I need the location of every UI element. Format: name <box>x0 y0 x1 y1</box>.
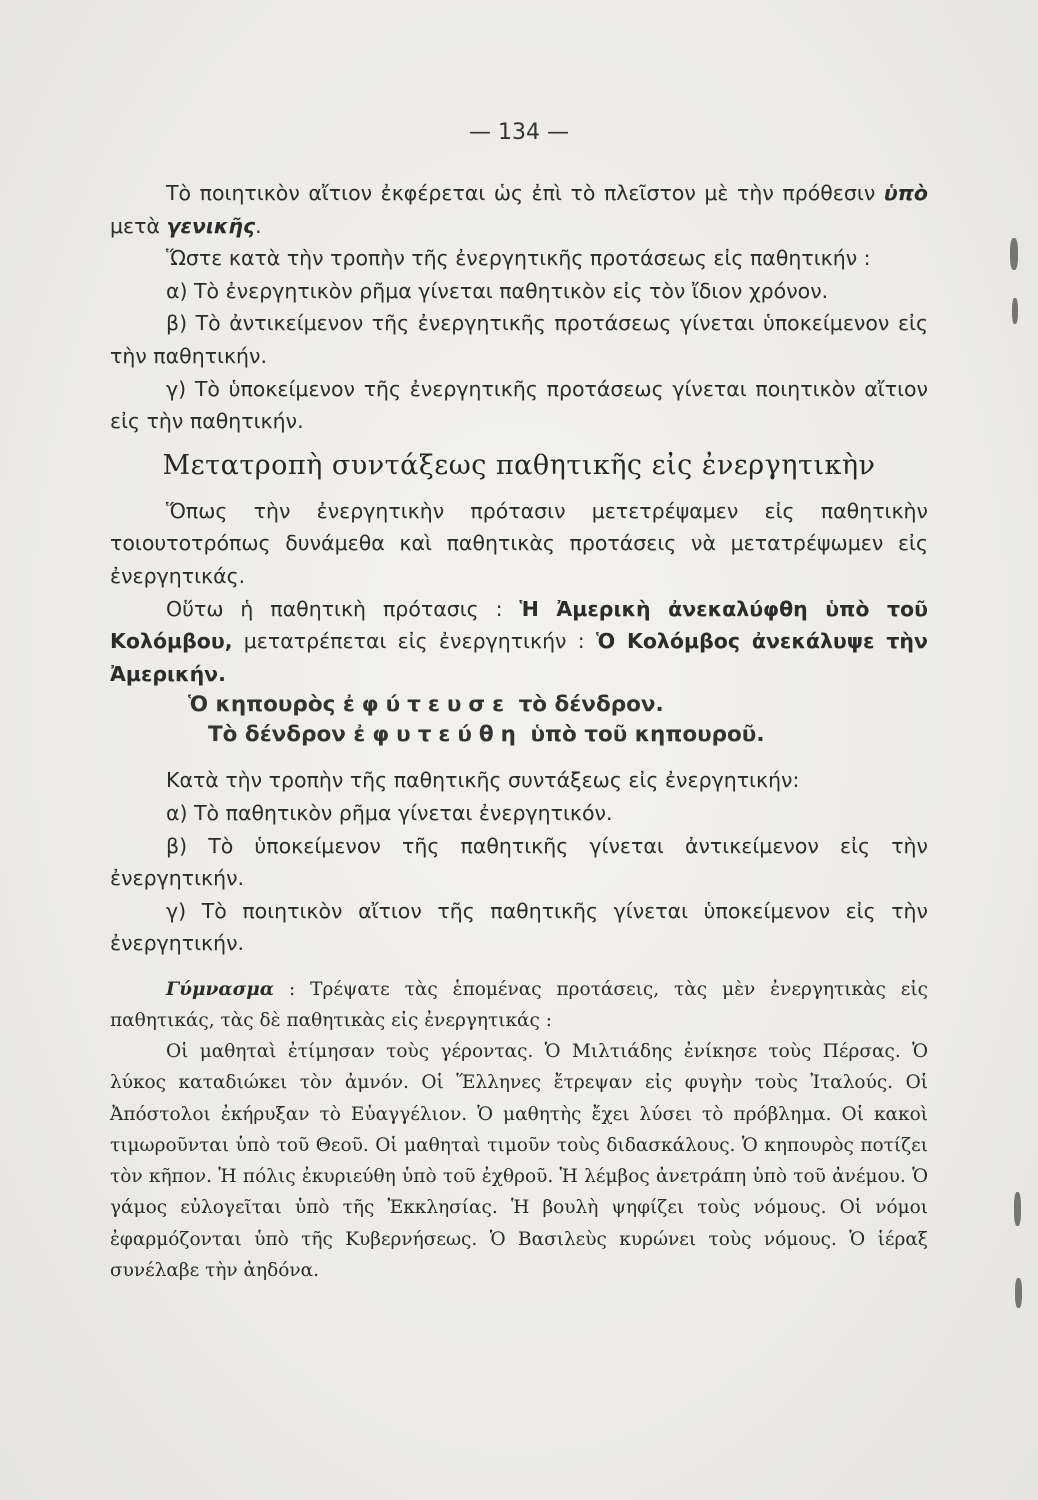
active-section <box>110 764 928 960</box>
example-object: τὸ δένδρον. <box>518 692 664 718</box>
example-line-1 <box>110 690 928 720</box>
exercise-label: Γύμνασμα <box>166 978 275 1000</box>
conversion-paragraph: Ὅπως τὴν ἐνεργητικὴν πρότασιν μετετρέψαμεν εἰς παθητικὴν τοιουτοτρόπως δυνάμεθα καὶ παθητικὰς προτάσεις νὰ μετατρέψωμεν εἰς ἐνεργητικάς. <box>110 498 928 588</box>
example-verb-passive: ἐφυτεύθη <box>353 722 523 748</box>
intro-case: γενικῆς <box>166 213 256 238</box>
example-subject-passive: Τὸ δένδρον <box>208 722 346 748</box>
passive-rule-a: α) Τὸ ἐνεργητικὸν ρῆμα γίνεται παθητικὸν εἰς τὸν ἴδιον χρόνον. <box>166 278 829 303</box>
example-middle: μετατρέπεται εἰς ἐνεργητικήν : <box>243 629 585 654</box>
exercise-sentences: Οἱ μαθηταὶ ἐτίμησαν τοὺς γέροντας. Ὁ Μιλτιάδης ἐνίκησε τοὺς Πέρσας. Ὁ λύκος καταδιώκει τὸν ἀμνόν. Οἱ Ἕλληνες ἔτρεψαν εἰς φυγὴν τοὺς Ἰταλούς. Οἱ Ἀπόστολοι ἐκήρυξαν τὸ Εὐαγγέλιον. Ὁ μαθητὴς ἔχει λύσει τὸ πρόβλημα. Οἱ κακοὶ τιμωροῦνται ὑπὸ τοῦ Θεοῦ. Οἱ μαθηταὶ τιμοῦν τοὺς διδασκάλους. Ὁ κηπουρὸς ποτίζει τὸν κῆπον. Ἡ πόλις ἐκυριεύθη ὑπὸ τοῦ ἐχθροῦ. Ἡ λέμβος ἀνετράπη ὑπὸ τοῦ ἀνέμου. Ὁ γάμος εὐλογεῖται ὑπὸ τῆς Ἐκκλησίας. Ἡ βουλὴ ψηφίζει τοὺς νόμους. Οἱ νόμοι ἐφαρμόζονται ὑπὸ τῆς Κυβερνήσεως. Ὁ Βασιλεὺς κυρώνει τοὺς νόμους. Ὁ ἱέραξ συνέλαβε τὴν ἀηδόνα. <box>110 1041 928 1281</box>
example-active: Ὁ Κολόμβος ἀνεκάλυψε τὴν Ἀμερικήν. <box>110 629 928 686</box>
example-block <box>110 690 928 750</box>
intro-paragraph <box>110 177 928 242</box>
ink-mark <box>1010 238 1018 270</box>
page-number: — 134 — <box>469 120 569 145</box>
active-rules-intro: Κατὰ τὴν τροπὴν τῆς παθητικῆς συντάξεως εἰς ἐνεργητικήν: <box>166 768 800 793</box>
intro-middle: μετὰ <box>110 213 160 238</box>
ink-mark <box>1015 1278 1022 1308</box>
passive-rule-c: γ) Τὸ ὑποκείμενον τῆς ἐνεργητικῆς προτάσεως γίνεται ποιητικὸν αἴτιον εἰς τὴν παθητικήν. <box>110 376 928 434</box>
exercise-instruction <box>110 974 928 1036</box>
example-subject: Ὁ κηπουρὸς <box>188 692 336 718</box>
active-rule-a: α) Τὸ παθητικὸν ρῆμα γίνεται ἐνεργητικόν. <box>166 800 613 825</box>
passive-rule-b: β) Τὸ ἀντικείμενον τῆς ἐνεργητικῆς προτάσεως γίνεται ὑποκείμενον εἰς τὴν παθητικήν. <box>110 311 928 368</box>
conversion-section <box>110 495 928 691</box>
exercise-instruction-text: : Τρέψατε τὰς ἑπομένας προτάσεις, τὰς μὲν ἐνεργητικὰς εἰς παθητικάς, τὰς δὲ παθητικὰς εἰς ἐνεργητικάς : <box>110 978 928 1032</box>
conversion-example-paragraph <box>110 593 928 691</box>
intro-end: . <box>255 213 262 238</box>
active-rule-c: γ) Τὸ ποιητικὸν αἴτιον τῆς παθητικῆς γίνεται ὑποκείμενον εἰς τὴν ἐνεργητικήν. <box>110 898 928 956</box>
intro-preposition: ὑπὸ <box>883 181 928 205</box>
passive-rules-intro: Ὥστε κατὰ τὴν τροπὴν τῆς ἐνεργητικῆς προτάσεως εἰς παθητικήν : <box>166 246 871 271</box>
ink-mark <box>1014 1192 1021 1226</box>
example-verb-active: ἐφύτευσε <box>342 692 512 718</box>
intro-lead: Τὸ ποιητικὸν αἴτιον ἐκφέρεται ὡς ἐπὶ τὸ πλεῖστον μὲ τὴν πρόθεσιν <box>166 181 876 205</box>
example-passive: Ἡ Ἀμερικὴ ἀνεκαλύφθη ὑπὸ τοῦ Κολόμβου, <box>110 596 928 654</box>
exercise-section <box>110 974 928 1286</box>
page-text <box>110 114 928 1286</box>
example-agent: ὑπὸ τοῦ κηπουροῦ. <box>530 722 765 748</box>
section-heading: Μετατροπὴ συντάξεως παθητικῆς εἰς ἐνεργητικὴν <box>162 449 876 481</box>
passive-section <box>110 177 928 438</box>
active-rule-b: β) Τὸ ὑποκείμενον τῆς παθητικῆς γίνεται ἀντικείμενον εἰς τὴν ἐνεργητικήν. <box>110 833 928 891</box>
example-lead: Οὕτω ἡ παθητικὴ πρότασις : <box>166 596 503 621</box>
ink-mark <box>1012 298 1018 324</box>
example-line-2 <box>110 720 928 750</box>
